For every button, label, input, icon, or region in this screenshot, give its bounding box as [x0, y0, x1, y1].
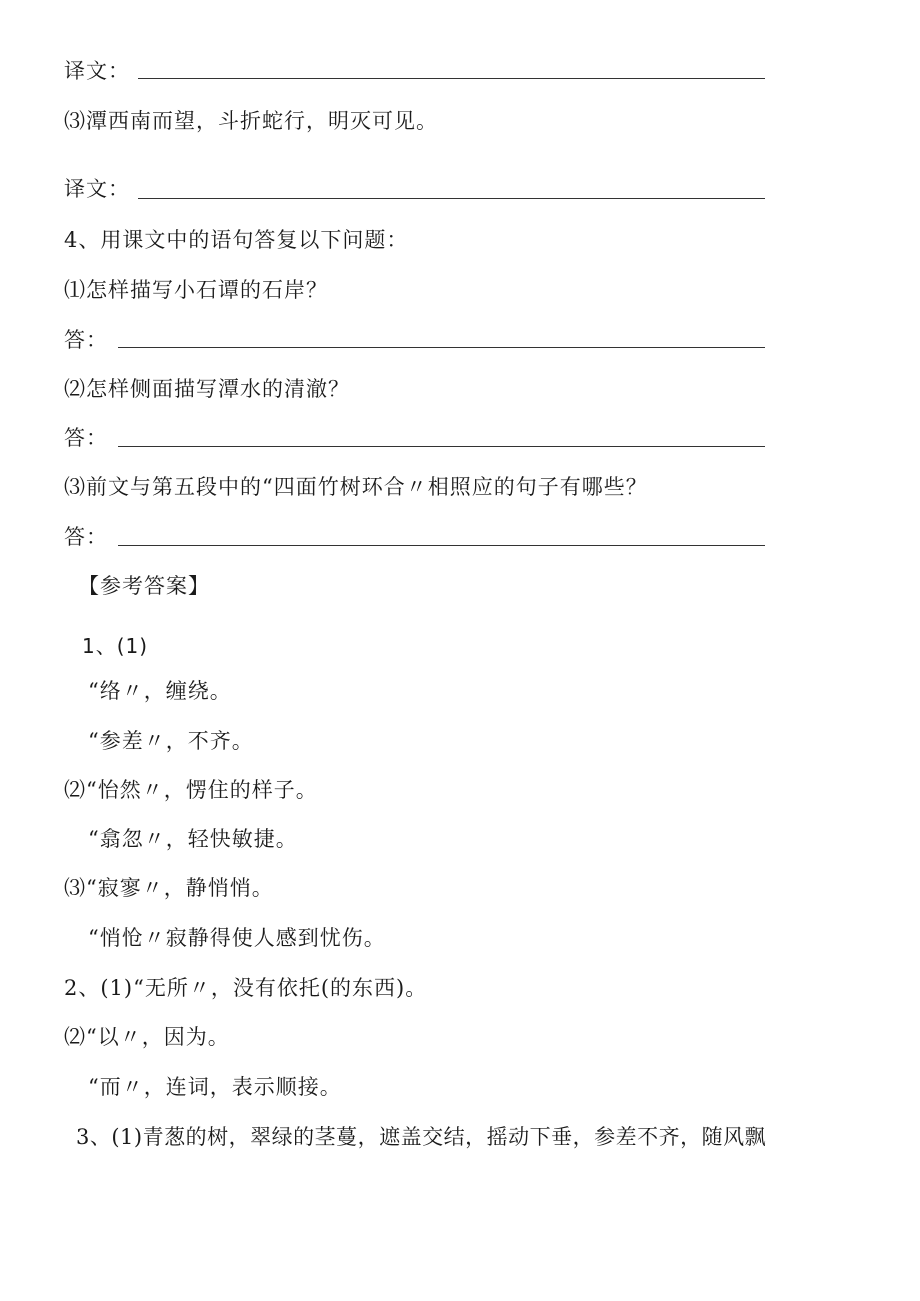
question-4-1: ⑴怎样描写小石谭的石岸？ [64, 278, 328, 302]
question-4-3: ⑶前文与第五段中的“四面竹树环合〃相照应的句子有哪些？ [64, 475, 648, 499]
answer-label-3: 答： [64, 525, 108, 549]
answer-1-2-b: “翕忽〃，轻快敏捷。 [88, 827, 298, 851]
question-4-heading: 4、用课文中的语句答复以下问题： [64, 228, 409, 252]
answer-blank-line[interactable] [118, 446, 765, 447]
translation-label-2: 译文： [64, 177, 130, 201]
answer-1-3-a: ⑶“寂寥〃，静悄悄。 [64, 876, 274, 900]
answer-1-3-b: “悄怆〃寂静得使人感到忧伤。 [88, 926, 386, 950]
answer-blank-line[interactable] [118, 545, 765, 546]
question-3-3: ⑶潭西南而望，斗折蛇行，明灭可见。 [64, 109, 438, 133]
answer-3-1: 3、(1)青葱的树，翠绿的茎蔓，遮盖交结，摇动下垂，参差不齐，随风飘 [76, 1125, 767, 1149]
answer-label-1: 答： [64, 328, 108, 352]
answer-2-1: 2、(1)“无所〃，没有依托(的东西)。 [64, 976, 428, 1000]
question-4-2: ⑵怎样侧面描写潭水的清澈？ [64, 377, 350, 401]
answer-2-2-b: “而〃，连词，表示顺接。 [88, 1075, 342, 1099]
answer-1-1-b: “参差〃，不齐。 [88, 729, 254, 753]
answer-blank-line[interactable] [118, 347, 765, 348]
answer-1-1-number: 1、(1) [82, 634, 149, 658]
answer-1-1-a: “络〃，缠绕。 [88, 679, 232, 703]
translation-label-1: 译文： [64, 59, 130, 83]
answer-blank-line[interactable] [138, 78, 765, 79]
reference-answers-heading: 【参考答案】 [78, 574, 210, 598]
answer-2-2-a: ⑵“以〃，因为。 [64, 1025, 230, 1049]
answer-label-2: 答： [64, 426, 108, 450]
answer-1-2-a: ⑵“怡然〃，愣住的样子。 [64, 778, 318, 802]
answer-blank-line[interactable] [138, 198, 765, 199]
